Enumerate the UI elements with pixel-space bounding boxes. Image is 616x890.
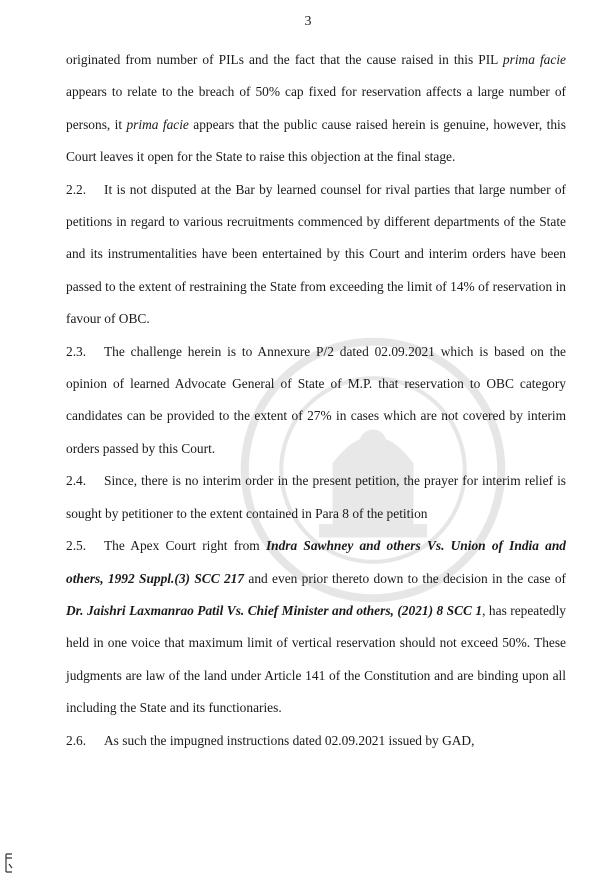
page-number: 3: [304, 14, 312, 29]
paragraph-text: As such the impugned instructions dated 02.09.2021 issued by GAD,: [104, 732, 475, 748]
paragraph-cont: [66, 44, 566, 174]
paragraph-text: and even prior thereto down to the decision in the case of: [244, 570, 566, 586]
paragraph-number: 2.4.: [66, 473, 87, 489]
paragraph-text: appears that the public cause raised herein is genuine, however, this Court leaves it open for the State to raise this objection at the final stage.: [66, 116, 566, 165]
paragraph-2-3: [66, 336, 566, 466]
paragraph-text: appears to relate to the breach of 50% cap fixed for reservation affects a large number of persons, it: [66, 84, 566, 132]
margin-mark-icon: [4, 852, 14, 874]
paragraph-2-5: [66, 530, 566, 724]
paragraph-text: The challenge herein is to Annexure P/2 dated 02.09.2021 which is based on the opinion of learned Advocate General of State of M.P. that reservation to OBC category candidates can be provided to the extent of 27% in cases which are not covered by interim orders passed by this Court.: [66, 343, 566, 456]
paragraph-2-2: [66, 174, 566, 336]
paragraph-text: originated from number of PILs and the fact that the cause raised in this PIL: [66, 52, 503, 67]
case-citation: Dr. Jaishri Laxmanrao Patil Vs. Chief Minister and others, (2021) 8 SCC 1: [66, 602, 483, 618]
paragraph-2-6: [66, 725, 566, 757]
paragraph-text: The Apex Court right from: [104, 538, 266, 554]
latin-term: prima facie: [126, 116, 189, 132]
paragraph-number: 2.5.: [66, 538, 87, 554]
paragraph-text: Since, there is no interim order in the present petition, the prayer for interim relief is sought by petitioner to the extent contained in Para 8 of the petition: [66, 473, 566, 521]
paragraph-text: , has repeatedly held in one voice that maximum limit of vertical reservation should not exceed 50%. These judgments are law of the land under Article 141 of the Constitution and are binding upon all including the State and its functionaries.: [66, 602, 566, 716]
latin-term: prima facie: [502, 52, 566, 67]
paragraph-number: 2.6.: [66, 732, 87, 748]
paragraph-number: 2.3.: [66, 343, 87, 359]
judgment-body: [66, 44, 566, 757]
case-citation: Indra Sawhney and others Vs. Union of India and others, 1992 Suppl.(3) SCC 217: [66, 538, 566, 586]
paragraph-2-4: [66, 465, 566, 530]
paragraph-number: 2.2.: [66, 181, 87, 197]
paragraph-text: It is not disputed at the Bar by learned counsel for rival parties that large number of petitions in regard to various recruitments commenced by different departments of the State and its instrumentalities have been entertained by this Court and interim orders have been passed to the extent of restraining the State from exceeding the limit of 14% of reservation in favour of OBC.: [66, 181, 566, 327]
